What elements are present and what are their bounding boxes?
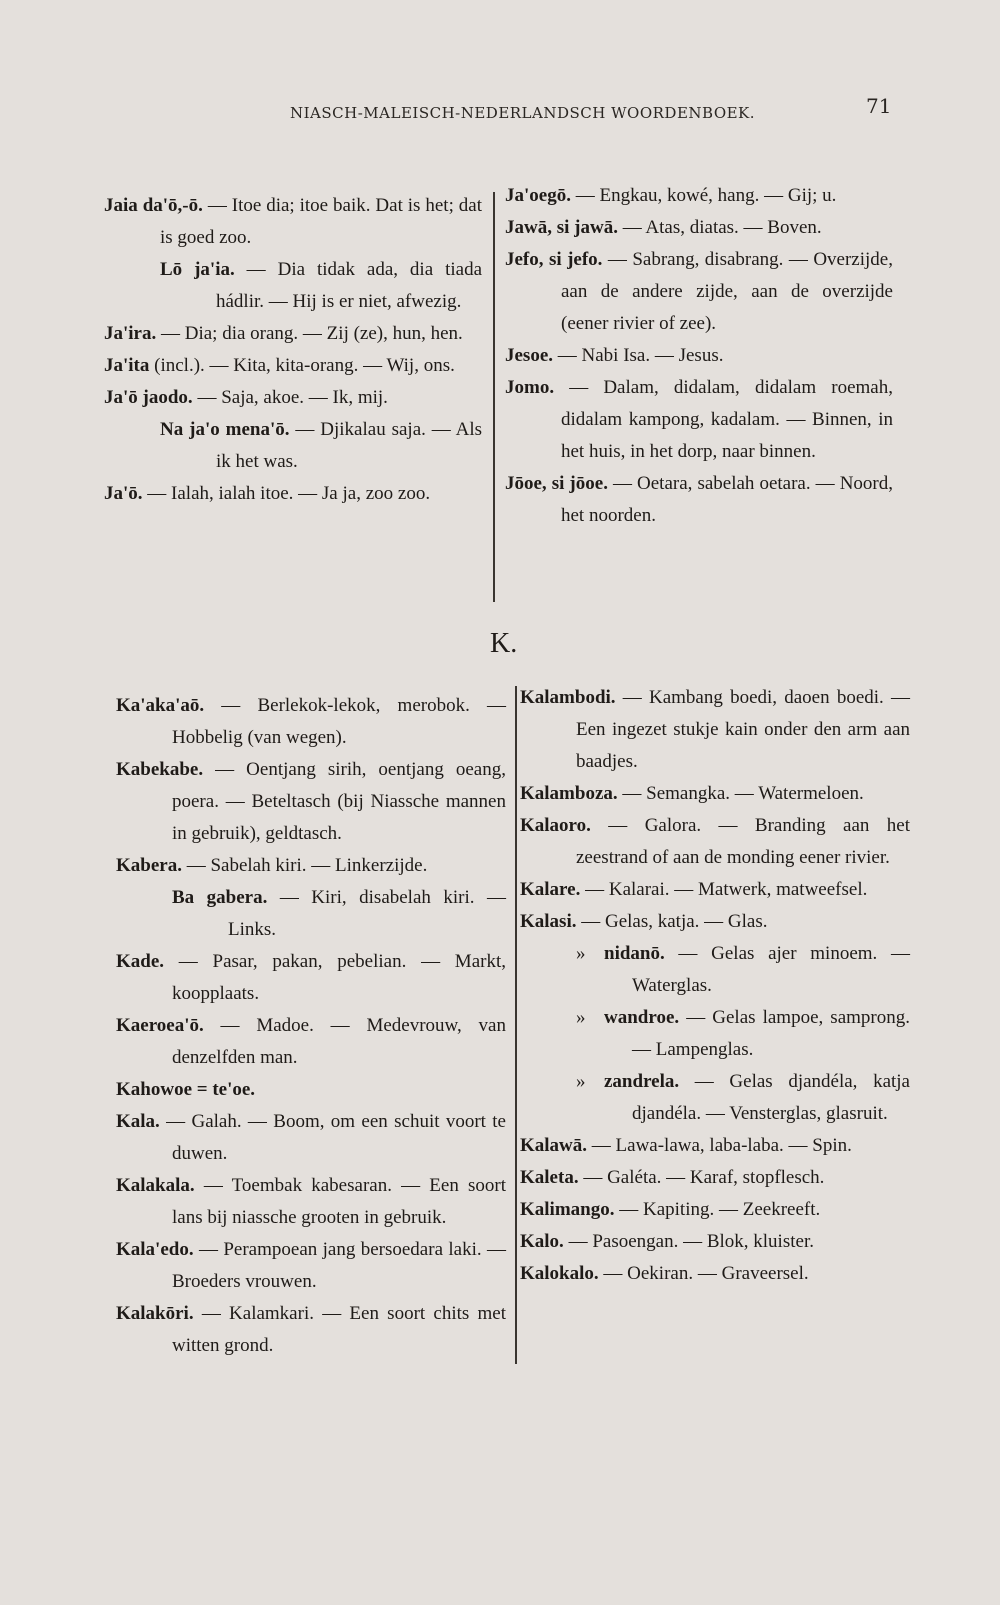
- dictionary-entry: [104, 190, 482, 254]
- dictionary-entry: [505, 372, 893, 468]
- definition: — Kalarai. — Matwerk, matweefsel.: [580, 879, 868, 900]
- headword: Ja'ō.: [104, 483, 143, 504]
- definition: — Perampoean jang bersoedara laki. — Broeders vrouwen.: [172, 1239, 506, 1292]
- headword: Kalokalo.: [520, 1263, 599, 1284]
- dictionary-entry: [520, 682, 910, 778]
- headword: Ja'ira.: [104, 323, 157, 344]
- definition: — Oentjang sirih, oentjang oeang, poera. — Beteltasch (bij Niassche mannen in gebruik), geldtasch.: [172, 759, 506, 844]
- headword: Kalakōri.: [116, 1303, 194, 1324]
- headword: Kala.: [116, 1111, 160, 1132]
- dictionary-entry: [505, 244, 893, 340]
- definition: — Atas, diatas. — Boven.: [617, 217, 822, 238]
- headword: Kalakala.: [116, 1175, 195, 1196]
- dictionary-entry: [104, 350, 482, 382]
- definition: — Berlekok-lekok, merobok. — Hobbelig (van wegen).: [172, 695, 506, 748]
- definition: — Galah. — Boom, om een schuit voort te duwen.: [159, 1111, 506, 1164]
- headword: Kade.: [116, 951, 165, 972]
- dictionary-entry: [104, 414, 482, 478]
- headword: Kahowoe = te'oe.: [116, 1079, 256, 1100]
- headword: Kalimango.: [520, 1199, 615, 1220]
- dictionary-entry: [116, 1010, 506, 1074]
- dictionary-entry: [116, 1170, 506, 1234]
- headword: Ja'oegō.: [505, 185, 571, 206]
- definition: — Itoe dia; itoe baik. Dat is het; dat is goed zoo.: [160, 195, 483, 248]
- definition: — Kambang boedi, daoen boedi. — Een ingezet stukje kain onder den arm aan baadjes.: [576, 687, 910, 772]
- definition: — Kapiting. — Zeekreeft.: [614, 1199, 821, 1220]
- definition: — Kalamkari. — Een soort chits met witten grond.: [172, 1303, 506, 1356]
- headword: Kalasi.: [520, 911, 577, 932]
- dictionary-entry: [520, 1258, 910, 1290]
- headword: Kalo.: [520, 1231, 564, 1252]
- dictionary-entry: [104, 382, 482, 414]
- definition: — Nabi Isa. — Jesus.: [553, 345, 724, 366]
- definition: — Lawa-lawa, laba-laba. — Spin.: [587, 1135, 852, 1156]
- dictionary-entry: [520, 1066, 910, 1130]
- definition: — Pasar, pakan, pebelian. — Markt, koopplaats.: [164, 951, 506, 1004]
- definition: — Galéta. — Karaf, stopflesch.: [578, 1167, 825, 1188]
- definition: — Gelas ajer minoem. — Waterglas.: [632, 943, 910, 996]
- definition: — Djikalau saja. — Als ik het was.: [216, 419, 483, 472]
- dictionary-entry: [104, 318, 482, 350]
- page-number: 71: [866, 94, 892, 118]
- definition: — Dalam, didalam, didalam roemah, didalam kampong, kadalam. — Binnen, in het huis, in het dorp, naar binnen.: [554, 377, 893, 462]
- definition: — Semangka. — Watermeloen.: [617, 783, 864, 804]
- definition: — Gelas djandéla, katja djandéla. — Vensterglas, glasruit.: [632, 1071, 910, 1124]
- headword: Ja'ita: [104, 355, 150, 376]
- headword: Kabekabe.: [116, 759, 204, 780]
- dictionary-entry: [505, 212, 893, 244]
- dictionary-entry: [520, 778, 910, 810]
- dictionary-entry: [520, 1002, 910, 1066]
- headword: nidanō.: [604, 943, 665, 964]
- dictionary-entry: [116, 1106, 506, 1170]
- column-divider-bottom: [515, 686, 517, 1364]
- headword: Kalambodi.: [520, 687, 616, 708]
- definition: — Sabelah kiri. — Linkerzijde.: [181, 855, 428, 876]
- dictionary-entry: [520, 938, 910, 1002]
- headword: Ka'aka'aō.: [116, 695, 205, 716]
- dictionary-entry: [116, 754, 506, 850]
- dictionary-entry: [104, 254, 482, 318]
- column-left-top: [104, 190, 482, 510]
- column-divider-top: [493, 192, 495, 602]
- headword: Jefo, si jefo.: [505, 249, 603, 270]
- dictionary-entry: [116, 1234, 506, 1298]
- definition: (incl.). — Kita, kita-orang. — Wij, ons.: [149, 355, 455, 376]
- definition: — Galora. — Branding aan het zeestrand of aan de monding eener rivier.: [576, 815, 910, 868]
- dictionary-entry: [116, 690, 506, 754]
- definition: — Saja, akoe. — Ik, mij.: [192, 387, 388, 408]
- headword: Jesoe.: [505, 345, 554, 366]
- headword: Jawā, si jawā.: [505, 217, 618, 238]
- column-right-bottom: [520, 682, 910, 1290]
- headword: Kaleta.: [520, 1167, 579, 1188]
- definition: — Dia; dia orang. — Zij (ze), hun, hen.: [156, 323, 463, 344]
- dictionary-entry: [520, 906, 910, 938]
- headword: Jomo.: [505, 377, 555, 398]
- definition: — Kiri, disabelah kiri. — Links.: [228, 887, 506, 940]
- headword: Kalaoro.: [520, 815, 591, 836]
- definition: — Dia tidak ada, dia tiada hádlir. — Hij is er niet, afwezig.: [216, 259, 482, 312]
- dictionary-entry: [520, 810, 910, 874]
- dictionary-entry: [520, 1226, 910, 1258]
- dictionary-entry: [116, 1298, 506, 1362]
- ditto-mark: »: [576, 1007, 586, 1028]
- ditto-mark: »: [576, 943, 586, 964]
- headword: Ba gabera.: [172, 887, 268, 908]
- headword: Jōoe, si jōoe.: [505, 473, 608, 494]
- dictionary-entry: [520, 1130, 910, 1162]
- headword: Kala'edo.: [116, 1239, 194, 1260]
- dictionary-entry: [520, 1194, 910, 1226]
- headword: Na ja'o mena'ō.: [160, 419, 290, 440]
- dictionary-entry: [116, 1074, 506, 1106]
- section-letter: K.: [490, 628, 518, 659]
- dictionary-entry: [520, 1162, 910, 1194]
- definition: — Pasoengan. — Blok, kluister.: [563, 1231, 814, 1252]
- headword: Kalare.: [520, 879, 581, 900]
- definition: — Toembak kabesaran. — Een soort lans bij niassche grooten in gebruik.: [172, 1175, 506, 1228]
- column-left-bottom: [116, 690, 506, 1362]
- column-right-top: [505, 180, 893, 532]
- definition: — Oekiran. — Graveersel.: [598, 1263, 809, 1284]
- running-head: NIASCH-MALEISCH-NEDERLANDSCH WOORDENBOEK.: [290, 104, 756, 122]
- definition: — Madoe. — Medevrouw, van denzelfden man.: [172, 1015, 506, 1068]
- definition: — Gelas lampoe, samprong. — Lampenglas.: [632, 1007, 910, 1060]
- headword: Kabera.: [116, 855, 182, 876]
- dictionary-entry: [505, 468, 893, 532]
- dictionary-entry: [104, 478, 482, 510]
- dictionary-entry: [116, 946, 506, 1010]
- headword: Kalawā.: [520, 1135, 588, 1156]
- headword: wandroe.: [604, 1007, 680, 1028]
- headword: Ja'ō jaodo.: [104, 387, 193, 408]
- dictionary-entry: [116, 882, 506, 946]
- headword: Jaia da'ō,-ō.: [104, 195, 203, 216]
- dictionary-entry: [520, 874, 910, 906]
- headword: Lō ja'ia.: [160, 259, 235, 280]
- definition: — Ialah, ialah itoe. — Ja ja, zoo zoo.: [142, 483, 431, 504]
- definition: — Engkau, kowé, hang. — Gij; u.: [570, 185, 837, 206]
- ditto-mark: »: [576, 1071, 586, 1092]
- dictionary-entry: [505, 180, 893, 212]
- dictionary-entry: [505, 340, 893, 372]
- definition: — Gelas, katja. — Glas.: [576, 911, 768, 932]
- definition: — Sabrang, disabrang. — Overzijde, aan de andere zijde, aan de overzijde (eener rivier of zee).: [561, 249, 893, 334]
- dictionary-entry: [116, 850, 506, 882]
- headword: Kalamboza.: [520, 783, 618, 804]
- headword: zandrela.: [604, 1071, 680, 1092]
- headword: Kaeroea'ō.: [116, 1015, 204, 1036]
- definition: — Oetara, sabelah oetara. — Noord, het noorden.: [561, 473, 893, 526]
